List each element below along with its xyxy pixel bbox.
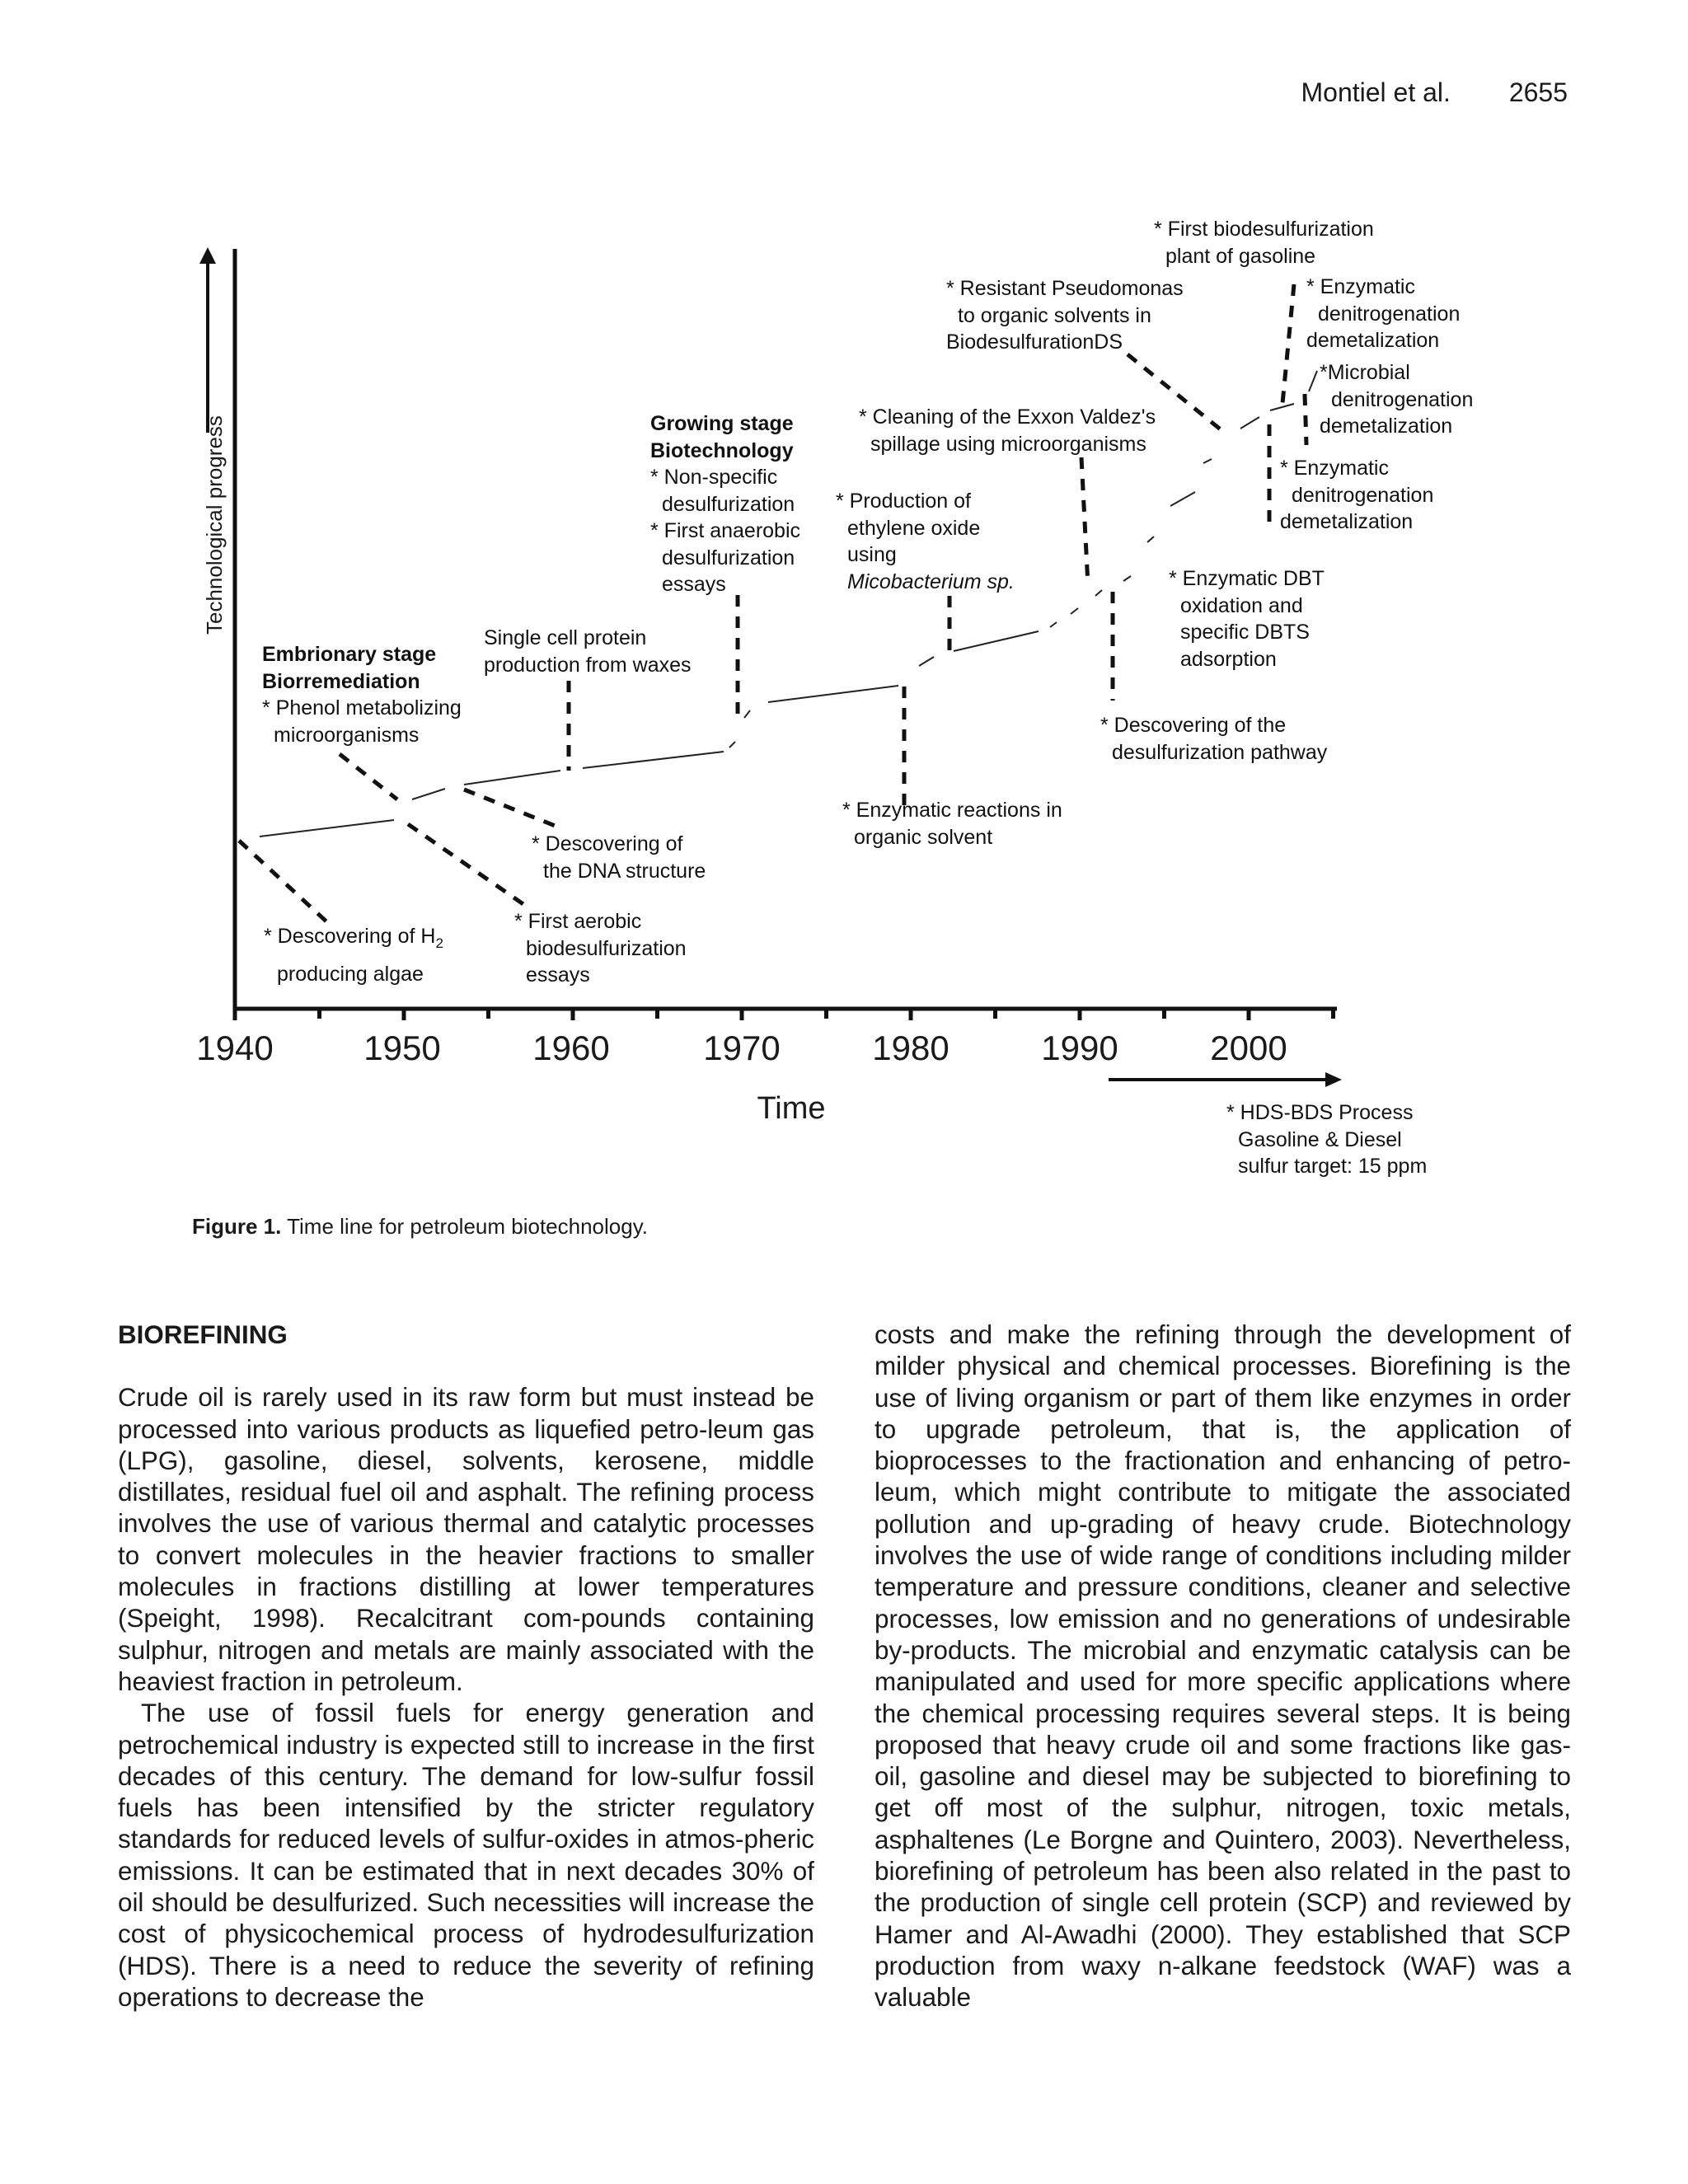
annotation-plant: * First biodesulfurization plant of gasoline	[1154, 218, 1374, 268]
body-column-right	[874, 1319, 1571, 2014]
annotation-pseudomonas: * Resistant Pseudomonas to organic solvents in BiodesulfurationDS	[946, 277, 1184, 354]
paragraph: The use of fossil fuels for energy generation and petrochemical industry is expected still to increase in the first decades of this century. The demand for low-sulfur fossil fuels has been intensified by the stricter regulatory standards for reduced levels of sulfur-oxides in atmos-pheric emissions. It can be estimated that in next decades 30% of oil should be desulfurized. Such necessities will increase the cost of physicochemical process of hydrodesulfurization (HDS). There is a need to reduce the severity of refining operations to decrease the	[118, 1699, 814, 2012]
annotation-enzymatic-denitrogenation-2: * Enzymatic denitrogenation demetalization	[1280, 457, 1434, 533]
hds-bds-arrowhead	[1325, 1072, 1342, 1087]
leader-lines	[239, 284, 1306, 923]
annotation-embryonary: Embrionary stage Biorremediation * Phenol metabolizing microorganisms	[262, 643, 462, 747]
caption-text: Time line for petroleum biotechnology.	[281, 1214, 648, 1239]
paragraph: Crude oil is rarely used in its raw form but must instead be processed into various products as liquefied petro-leum gas (LPG), gasoline, diesel, solvents, kerosene, middle distillates, residual fuel oil and asphalt. The refining process involves the use of various thermal and catalytic processes to convert molecules in the heavier fractions to smaller molecules in fractions distilling at lower temperatures (Speight, 1998). Recalcitrant com-pounds containing sulphur, nitrogen and metals are mainly associated with the heaviest fraction in petroleum.	[118, 1383, 814, 1696]
tick-label-2000: 2000	[1210, 1029, 1287, 1067]
annotation-growing: Growing stage Biotechnology * Non-specific desulfurization * First anaerobic desulfurization essays	[650, 412, 801, 596]
tick-label-1960: 1960	[532, 1029, 610, 1067]
running-header-authors: Montiel et al.	[1301, 77, 1451, 107]
body-column-left	[118, 1319, 814, 2013]
caption-label: Figure 1.	[192, 1214, 282, 1239]
section-heading: BIOREFINING	[118, 1320, 288, 1349]
annotation-pathway: * Descovering of the desulfurization pathway	[1100, 714, 1328, 764]
page-number: 2655	[1508, 77, 1568, 107]
annotation-dbt: * Enzymatic DBT oxidation and specific DBTS adsorption	[1169, 567, 1325, 671]
annotation-aerobic: * First aerobic biodesulfurization essays	[514, 910, 687, 987]
annotation-microbial: *Microbial denitrogenation demetalization	[1320, 361, 1474, 438]
annotation-hds-bds: * HDS-BDS Process Gasoline & Diesel sulfur target: 15 ppm	[1226, 1101, 1428, 1178]
x-axis-label: Time	[757, 1091, 826, 1126]
tick-label-1970: 1970	[703, 1029, 781, 1067]
tick-label-1940: 1940	[196, 1029, 274, 1067]
progress-arrowhead	[199, 247, 216, 264]
annotation-ethylene: * Production of ethylene oxide using Micobacterium sp.	[836, 490, 1015, 593]
annotation-scp: Single cell protein production from waxes	[484, 626, 692, 677]
tick-label-1950: 1950	[363, 1029, 441, 1067]
tick-label-1980: 1980	[872, 1029, 950, 1067]
tick-label-1990: 1990	[1041, 1029, 1118, 1067]
annotation-enzymatic-solvent: * Enzymatic reactions in organic solvent	[842, 799, 1062, 849]
annotation-enzymatic-denitrogenation-1: * Enzymatic denitrogenation demetalization	[1306, 275, 1461, 352]
annotation-exxon: * Cleaning of the Exxon Valdez's spillage using microorganisms	[859, 405, 1156, 456]
figure-caption	[192, 1214, 648, 1240]
paragraph: costs and make the refining through the development of milder physical and chemical processes. Biorefining is the use of living organism or part of them like enzymes in order to upgrade petroleum, that is, the application of bioprocesses to the fractionation and enhancing of petro-leum, which might contribute to mitigate the associated pollution and up-grading of heavy crude. Biotechnology involves the use of wide range of conditions including milder temperature and pressure conditions, cleaner and selective processes, low emission and no generations of undesirable by-products. The microbial and enzymatic catalysis can be manipulated and used for more specific applications where the chemical processing requires several steps. It is being proposed that heavy crude oil and some fractions like gas-oil, gasoline and diesel may be subjected to biorefining to get off most of the sulphur, nitrogen, toxic metals, asphaltenes (Le Borgne and Quintero, 2003). Nevertheless, biorefining of petroleum has been also related in the past to the production of single cell protein (SCP) and reviewed by Hamer and Al-Awadhi (2000). They established that SCP production from waxy n-alkane feedstock (WAF) was a valuable	[874, 1320, 1571, 2013]
annotation-h2-algae: * Descovering of $H_2$ producing algae	[264, 925, 443, 986]
y-axis-label: Technological progress	[202, 415, 227, 635]
annotation-dna: * Descovering of the DNA structure	[532, 832, 706, 883]
